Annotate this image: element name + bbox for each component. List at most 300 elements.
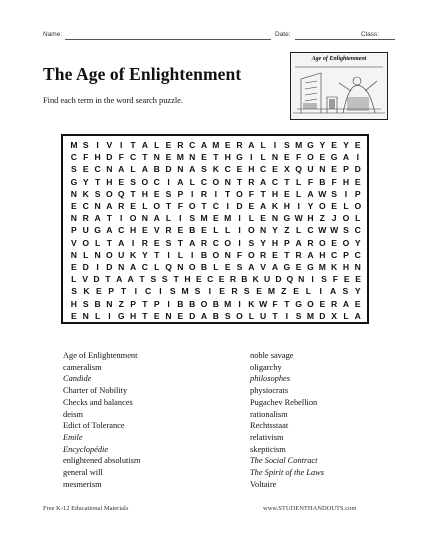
- grid-letter: M: [267, 286, 275, 297]
- grid-letter: A: [189, 164, 196, 175]
- word-list-item: Rechtsstaat: [250, 421, 289, 431]
- grid-letter: Q: [286, 274, 294, 285]
- grid-letter: L: [296, 225, 302, 236]
- grid-letter: L: [213, 225, 219, 236]
- grid-letter: F: [332, 274, 338, 285]
- grid-letter: P: [130, 298, 136, 309]
- grid-letter: I: [273, 140, 277, 150]
- grid-letter: C: [354, 225, 361, 236]
- grid-letter: L: [94, 237, 101, 248]
- grid-letter: U: [260, 310, 267, 321]
- word-list-item: deism: [63, 409, 84, 419]
- word-search-grid: [61, 134, 369, 324]
- grid-letter: R: [82, 213, 89, 224]
- grid-letter: L: [343, 310, 349, 321]
- grid-letter: T: [165, 201, 172, 211]
- grid-letter: E: [177, 225, 184, 236]
- grid-letter: B: [212, 298, 219, 309]
- grid-letter: U: [307, 164, 314, 175]
- grid-letter: L: [305, 286, 312, 297]
- grid-letter: S: [71, 286, 78, 297]
- grid-letter: N: [94, 249, 101, 260]
- grid-letter: B: [189, 225, 196, 236]
- grid-letter: L: [296, 188, 302, 199]
- grid-row: [68, 189, 364, 201]
- grid-letter: S: [150, 274, 157, 285]
- word-list-item: Age of Enlightenment: [63, 351, 138, 360]
- grid-letter: A: [106, 201, 113, 211]
- name-label: Name:: [43, 31, 63, 38]
- word-list-item: Edict of Tolerance: [63, 421, 125, 431]
- grid-letter: E: [295, 262, 302, 272]
- grid-letter: E: [142, 225, 148, 236]
- grid-letter: O: [188, 201, 196, 211]
- grid-letter: H: [342, 176, 350, 187]
- grid-letter: B: [319, 176, 326, 187]
- grid-letter: S: [71, 164, 77, 175]
- illustration-caption: Age of Enlightenment: [311, 56, 367, 62]
- grid-letter: R: [236, 140, 243, 150]
- word-list-item: Voltaire: [250, 479, 277, 489]
- grid-letter: I: [159, 286, 162, 297]
- name-line: [65, 39, 271, 40]
- grid-letter: O: [106, 188, 113, 199]
- grid-letter: I: [208, 286, 211, 297]
- grid-row: [68, 177, 364, 189]
- grid-letter: S: [248, 237, 255, 248]
- word-list-left: [63, 350, 140, 490]
- grid-letter: T: [120, 286, 127, 297]
- grid-letter: O: [212, 176, 220, 187]
- grid-letter: A: [94, 213, 101, 224]
- grid-letter: D: [275, 274, 282, 285]
- grid-letter: S: [82, 298, 89, 309]
- grid-letter: K: [129, 249, 137, 260]
- grid-letter: N: [153, 152, 160, 163]
- grid-letter: A: [295, 237, 302, 248]
- grid-letter: D: [354, 164, 361, 175]
- grid-letter: D: [319, 310, 326, 321]
- grid-letter: O: [106, 249, 113, 260]
- grid-letter: K: [82, 188, 89, 199]
- grid-letter: I: [167, 298, 170, 309]
- grid-letter: G: [307, 140, 314, 150]
- grid-letter: T: [106, 237, 113, 248]
- class-label: Class:: [361, 31, 380, 38]
- grid-letter: A: [129, 262, 137, 272]
- grid-letter: O: [247, 249, 255, 260]
- grid-letter: N: [177, 262, 184, 272]
- grid-letter: A: [127, 274, 134, 285]
- grid-letter: T: [173, 274, 179, 285]
- grid-letter: E: [218, 274, 225, 285]
- grid-letter: S: [321, 274, 327, 285]
- grid-letter: V: [260, 262, 267, 272]
- word-list-item: relativism: [250, 432, 284, 442]
- grid-letter: F: [236, 249, 243, 260]
- grid-letter: D: [106, 152, 113, 163]
- grid-letter: C: [153, 176, 160, 187]
- grid-letter: I: [214, 188, 218, 199]
- grid-letter: F: [177, 201, 183, 211]
- grid-letter: T: [236, 176, 243, 187]
- grid-letter: M: [181, 286, 189, 297]
- grid-letter: A: [354, 310, 361, 321]
- grid-letter: P: [343, 249, 349, 260]
- grid-letter: L: [225, 225, 231, 236]
- grid-letter: S: [331, 188, 337, 199]
- grid-letter: E: [248, 201, 255, 211]
- grid-letter: E: [256, 286, 262, 297]
- grid-letter: H: [184, 274, 191, 285]
- grid-letter: I: [96, 140, 99, 150]
- grid-letter: R: [248, 176, 255, 187]
- grid-letter: T: [213, 152, 219, 163]
- grid-letter: N: [224, 249, 231, 260]
- grid-letter: W: [294, 213, 303, 224]
- grid-letter: I: [108, 310, 111, 321]
- grid-letter: G: [70, 176, 78, 187]
- grid-letter: C: [82, 201, 89, 211]
- grid-letter: O: [224, 237, 232, 248]
- grid-letter: I: [356, 152, 359, 163]
- grid-letter: N: [70, 213, 78, 224]
- grid-letter: T: [142, 152, 148, 163]
- grid-letter: S: [236, 262, 243, 272]
- grid-letter: T: [284, 176, 290, 187]
- grid-letter: M: [200, 213, 208, 224]
- grid-letter: C: [307, 225, 314, 236]
- grid-letter: S: [169, 286, 176, 297]
- grid-letter: S: [165, 237, 172, 248]
- grid-letter: M: [224, 298, 232, 309]
- grid-letter: E: [319, 152, 326, 163]
- grid-letter: E: [212, 213, 219, 224]
- grid-letter: N: [70, 249, 78, 260]
- grid-letter: B: [94, 298, 101, 309]
- grid-letter: T: [139, 274, 145, 285]
- word-list-item: noble savage: [250, 351, 294, 360]
- grid-letter: T: [142, 310, 148, 321]
- grid-letter: S: [130, 176, 136, 187]
- word-list-item: skepticism: [250, 444, 286, 454]
- word-list-item: general will: [63, 468, 103, 478]
- grid-letter: E: [236, 164, 243, 175]
- grid-letter: E: [260, 213, 267, 224]
- grid-letter: R: [307, 237, 314, 248]
- grid-letter: F: [307, 176, 314, 187]
- grid-letter: G: [330, 152, 338, 163]
- grid-letter: K: [212, 164, 219, 175]
- grid-letter: O: [212, 249, 220, 260]
- grid-letter: E: [71, 201, 77, 211]
- grid-letter: C: [224, 164, 231, 175]
- grid-letter: S: [165, 188, 172, 199]
- grid-letter: T: [154, 249, 160, 260]
- grid-letter: L: [154, 140, 160, 150]
- grid-letter: U: [82, 225, 89, 236]
- grid-row: [68, 238, 364, 250]
- grid-letter: D: [165, 164, 172, 175]
- grid-letter: M: [176, 152, 184, 163]
- grid-letter: M: [224, 213, 232, 224]
- grid-letter: N: [271, 152, 279, 163]
- grid-letter: S: [201, 164, 207, 175]
- grid-letter: N: [319, 164, 326, 175]
- grid-letter: F: [331, 176, 337, 187]
- grid-letter: Q: [295, 164, 302, 175]
- grid-letter: Y: [82, 176, 89, 187]
- grid-letter: F: [118, 152, 124, 163]
- grid-letter: V: [153, 225, 160, 236]
- grid-letter: Y: [142, 249, 148, 260]
- grid-letter: A: [189, 237, 196, 248]
- grid-letter: M: [306, 310, 315, 321]
- grid-letter: C: [145, 286, 152, 297]
- grid-letter: E: [224, 262, 231, 272]
- grid-letter: C: [212, 237, 219, 248]
- class-line: [381, 39, 389, 40]
- grid-letter: I: [238, 237, 241, 248]
- grid-letter: R: [231, 286, 238, 297]
- grid-letter: A: [141, 164, 148, 175]
- grid-letter: G: [295, 298, 302, 309]
- word-list-item: Candide: [63, 374, 92, 384]
- grid-letter: O: [307, 298, 314, 309]
- grid-letter: T: [130, 188, 136, 199]
- grid-letter: C: [260, 164, 267, 175]
- grid-letter: N: [224, 176, 231, 187]
- grid-letter: T: [105, 274, 111, 285]
- grid-letter: C: [207, 274, 214, 285]
- grid-letter: H: [307, 213, 314, 224]
- grid-letter: H: [141, 188, 148, 199]
- word-list-item: cameralism: [63, 362, 102, 372]
- grid-row: [68, 140, 364, 152]
- grid-letter: B: [177, 298, 184, 309]
- grid-letter: J: [331, 213, 337, 224]
- grid-letter: S: [194, 286, 201, 297]
- grid-letter: E: [272, 249, 278, 260]
- grid-letter: I: [120, 213, 123, 224]
- grid-letter: O: [200, 298, 208, 309]
- grid-letter: A: [248, 140, 255, 150]
- grid-letter: E: [82, 164, 89, 175]
- grid-row: [68, 225, 364, 237]
- grid-letter: P: [108, 286, 115, 297]
- word-list-item: physiocrats: [250, 386, 289, 396]
- engraving-drawing: [291, 53, 387, 119]
- grid-letter: I: [134, 286, 137, 297]
- footer-left: Free K-12 Educational Materials: [43, 505, 129, 512]
- grid-letter: S: [82, 140, 89, 150]
- grid-letter: Q: [117, 188, 125, 199]
- grid-letter: A: [118, 164, 125, 175]
- grid-letter: R: [118, 201, 125, 211]
- grid-letter: W: [318, 188, 327, 199]
- grid-letter: Y: [354, 237, 361, 248]
- grid-letter: L: [260, 152, 266, 163]
- grid-letter: G: [283, 213, 291, 224]
- grid-letter: U: [118, 249, 125, 260]
- grid-letter: P: [343, 164, 349, 175]
- grid-letter: Y: [354, 286, 361, 297]
- grid-letter: Q: [165, 262, 172, 272]
- grid-letter: L: [248, 213, 254, 224]
- grid-letter: L: [355, 213, 361, 224]
- grid-letter: K: [271, 201, 279, 211]
- grid-letter: G: [94, 225, 101, 236]
- grid-letter: I: [120, 140, 123, 150]
- grid-letter: B: [241, 274, 248, 285]
- grid-letter: S: [161, 274, 168, 285]
- grid-letter: M: [318, 262, 326, 272]
- word-list-item: mesmerism: [63, 479, 102, 489]
- grid-letter: G: [283, 262, 291, 272]
- grid-letter: V: [71, 237, 77, 248]
- grid-letter: E: [293, 286, 299, 297]
- grid-letter: E: [219, 286, 225, 297]
- grid-letter: L: [71, 274, 77, 285]
- grid-letter: R: [331, 298, 338, 309]
- instructions: Find each term in the word search puzzle.: [43, 96, 183, 105]
- grid-letter: N: [70, 188, 78, 199]
- grid-letter: O: [354, 201, 362, 211]
- grid-letter: L: [165, 213, 172, 224]
- grid-letter: M: [212, 140, 220, 150]
- grid-letter: T: [272, 310, 278, 321]
- grid-letter: L: [260, 140, 266, 150]
- grid-letter: A: [141, 140, 148, 150]
- grid-letter: H: [70, 298, 78, 309]
- grid-letter: F: [248, 188, 254, 199]
- grid-letter: T: [260, 188, 266, 199]
- grid-letter: W: [318, 225, 327, 236]
- grid-row: [68, 311, 364, 323]
- grid-letter: X: [283, 164, 290, 175]
- header-fields: [43, 31, 389, 41]
- grid-letter: P: [177, 188, 184, 199]
- grid-letter: S: [94, 188, 101, 199]
- grid-letter: N: [354, 262, 361, 272]
- grid-letter: E: [201, 152, 207, 163]
- grid-letter: C: [331, 249, 338, 260]
- word-list-item: rationalism: [250, 409, 288, 419]
- grid-letter: I: [238, 213, 241, 224]
- grid-letter: T: [177, 237, 183, 248]
- grid-letter: G: [117, 310, 125, 321]
- footer-right: www.STUDENTHANDOUTS.com: [263, 505, 357, 512]
- grid-letter: A: [248, 262, 255, 272]
- grid-letter: O: [236, 310, 243, 321]
- grid-letter: T: [201, 201, 207, 211]
- grid-letter: T: [284, 298, 290, 309]
- grid-letter: E: [153, 310, 160, 321]
- grid-letter: E: [165, 140, 172, 150]
- grid-letter: N: [118, 262, 125, 272]
- grid-letter: E: [272, 164, 278, 175]
- grid-letter: I: [167, 249, 170, 260]
- grid-letter: E: [224, 140, 231, 150]
- grid-letter: N: [298, 274, 305, 285]
- grid-letter: B: [200, 249, 208, 260]
- grid-letter: T: [130, 140, 136, 150]
- grid-letter: G: [236, 152, 243, 163]
- grid-letter: L: [296, 176, 302, 187]
- grid-letter: E: [201, 225, 207, 236]
- grid-letter: Y: [307, 201, 314, 211]
- grid-letter: M: [70, 140, 78, 150]
- grid-letter: E: [95, 286, 102, 297]
- grid-letter: Z: [118, 298, 124, 309]
- grid-letter: I: [167, 176, 170, 187]
- word-list-item: Emile: [63, 432, 83, 442]
- grid-letter: N: [165, 310, 172, 321]
- grid-letter: L: [94, 310, 101, 321]
- grid-letter: E: [331, 237, 337, 248]
- grid-letter: E: [118, 176, 125, 187]
- grid-letter: I: [285, 310, 289, 321]
- grid-letter: E: [331, 140, 337, 150]
- grid-letter: L: [189, 176, 195, 187]
- grid-letter: E: [319, 298, 326, 309]
- grid-letter: C: [129, 152, 137, 163]
- grid-letter: A: [106, 225, 113, 236]
- grid-letter: R: [141, 237, 148, 248]
- grid-letter: H: [129, 225, 137, 236]
- grid-row: [68, 250, 364, 262]
- grid-letter: O: [307, 152, 314, 163]
- grid-letter: O: [236, 188, 243, 199]
- grid-letter: E: [354, 298, 361, 309]
- grid-letter: E: [355, 274, 361, 285]
- grid-letter: F: [83, 152, 89, 163]
- grid-letter: O: [188, 262, 196, 272]
- grid-letter: T: [106, 213, 113, 224]
- grid-letter: A: [177, 176, 184, 187]
- grid-letter: U: [263, 274, 271, 285]
- grid-letter: I: [179, 213, 182, 224]
- word-list-item: The Spirit of the Laws: [250, 468, 324, 478]
- grid-letter: S: [189, 213, 196, 224]
- page-title: The Age of Enlightenment: [43, 64, 242, 84]
- grid-letter: N: [106, 298, 113, 309]
- word-list-item: Pugachev Rebellion: [250, 397, 318, 407]
- grid-letter: E: [283, 152, 290, 163]
- grid-letter: X: [331, 310, 337, 321]
- grid-letter: I: [96, 262, 99, 272]
- grid-letter: D: [189, 310, 196, 321]
- word-list-item: Encyclopédie: [63, 444, 109, 454]
- grid-letter: O: [342, 213, 350, 224]
- grid-row: [68, 286, 364, 298]
- grid-letter: S: [283, 140, 290, 150]
- grid-letter: H: [248, 164, 255, 175]
- grid-letter: S: [224, 310, 231, 321]
- grid-letter: I: [191, 188, 194, 199]
- grid-letter: E: [177, 310, 184, 321]
- grid-letter: R: [260, 249, 267, 260]
- grid-letter: B: [212, 310, 219, 321]
- grid-letter: K: [248, 298, 255, 309]
- grid-letter: N: [271, 213, 279, 224]
- grid-letter: I: [311, 274, 314, 285]
- grid-letter: N: [189, 152, 196, 163]
- grid-letter: D: [93, 274, 100, 285]
- word-list-item: enlightened absolutism: [63, 456, 141, 466]
- word-list-item: Charter of Nobility: [63, 386, 128, 396]
- grid-letter: Z: [284, 225, 290, 236]
